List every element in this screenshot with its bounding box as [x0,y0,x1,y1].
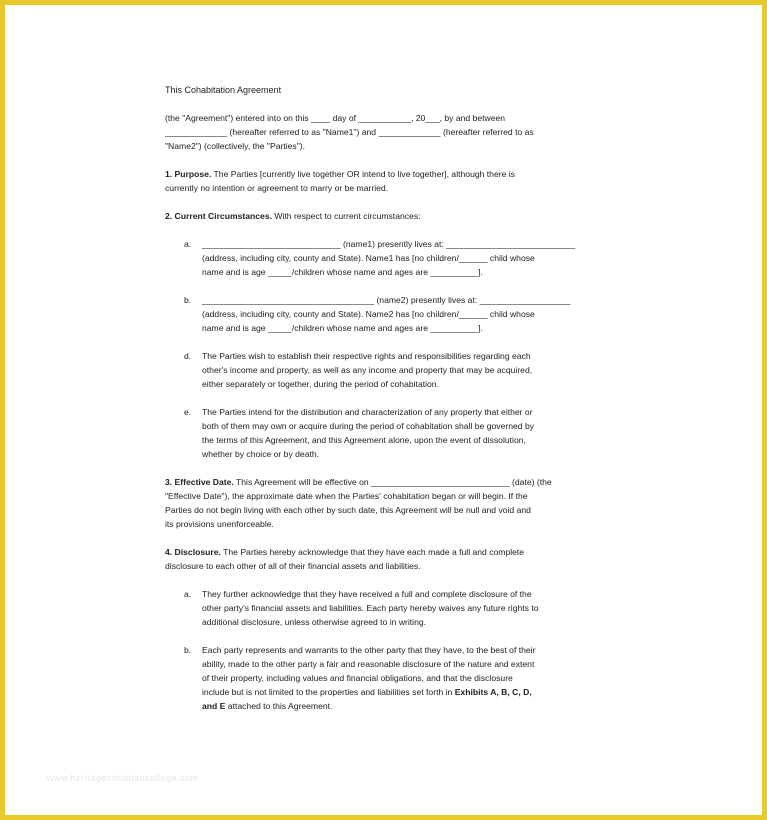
document-page [5,5,762,815]
circumstances-lead: With respect to current circumstances: [271,211,421,221]
item-line: attached to this Agreement. [225,701,333,711]
circumstance-item-d [165,349,617,391]
item-marker: b. [184,295,192,305]
disclosure-line: disclosure to each other of all of their financial assets and liabilities. [165,561,421,571]
item-line: The Parties intend for the distribution and characterization of any property that either or [202,407,533,417]
purpose-line: currently no intention or agreement to marry or be married. [165,183,389,193]
intro-line: "Name2") (collectively, the "Parties"). [165,141,306,151]
item-marker: a. [184,589,192,599]
item-line: either separately or together, during the period of cohabitation. [202,379,439,389]
item-marker: b. [184,645,192,655]
circumstance-item-a [165,237,617,279]
item-line: ____________________________________ (name2) presently lives at: ___________________ [202,295,571,305]
effective-line: This Agreement will be effective on _____________________________ (date) (the [233,477,552,487]
item-line: name and is age _____/children whose name and ages are __________]. [202,323,483,333]
item-line: Each party represents and warrants to the other party that they have, to the best of their [202,645,536,655]
item-line: ability, made to the other party a fair and reasonable disclosure of the nature and extent [202,659,535,669]
document-title: This Cohabitation Agreement [165,85,282,95]
item-line: of their property, including values and financial obligations, and that the disclosure [202,673,513,683]
intro-line: _____________ (hereafter referred to as "Name1") and _____________ (hereafter referred to as [165,127,534,137]
effective-date-section [165,475,617,531]
exhibits-reference-end: and E [202,701,226,711]
item-line: both of them may own or acquire during the period of cohabitation shall be governed by [202,421,535,431]
effective-line: "Effective Date"), the approximate date when the Parties' cohabitation began or will begin. If the [165,491,528,501]
item-line: (address, including city, county and State). Name1 has [no children/______ child whose [202,253,535,263]
item-line: name and is age _____/children whose name and ages are __________]. [202,267,483,277]
disclosure-item-b [165,643,617,713]
agreement-body [165,83,617,713]
circumstances-section [165,209,617,223]
effective-line: its provisions unenforceable. [165,519,274,529]
item-line: They further acknowledge that they have received a full and complete disclosure of the [202,589,532,599]
purpose-line: The Parties [currently live together OR intend to live together], although there is [211,169,515,179]
item-line: additional disclosure, unless otherwise agreed to in writing. [202,617,427,627]
item-line: whether by choice or by death. [202,449,320,459]
disclosure-heading: 4. Disclosure. [165,547,221,557]
item-line: The Parties wish to establish their respective rights and responsibilities regarding each [202,351,531,361]
item-line: (address, including city, county and State). Name2 has [no children/______ child whose [202,309,535,319]
circumstances-heading: 2. Current Circumstances. [165,211,272,221]
watermark: www.heritagechristiancollege.com [47,773,199,783]
item-line: other party's financial assets and liabilities. Each party hereby waives any future rights to [202,603,539,613]
disclosure-section [165,545,617,573]
item-line: include but is not limited to the properties and liabilities set forth in [202,687,453,697]
item-marker: a. [184,239,192,249]
item-line: _____________________________ (name1) presently lives at: ___________________________ [202,239,576,249]
item-marker: e. [184,407,192,417]
effective-heading: 3. Effective Date. [165,477,234,487]
item-line: other's income and property, as well as any income and property that may be acquired, [202,365,533,375]
exhibits-reference: Exhibits A, B, C, D, [452,687,532,697]
circumstance-item-b [165,293,617,335]
intro-paragraph [165,111,617,153]
purpose-section [165,167,617,195]
item-line: the terms of this Agreement, and this Agreement alone, upon the event of dissolution, [202,435,526,445]
intro-line: (the "Agreement") entered into on this ____ day of ___________, 20___, by and between [165,113,506,123]
disclosure-line: The Parties hereby acknowledge that they have each made a full and complete [220,547,525,557]
item-marker: d. [184,351,192,361]
purpose-heading: 1. Purpose. [165,169,212,179]
circumstance-item-e [165,405,617,461]
effective-line: Parties do not begin living with each other by such date, this Agreement will be null and void and [165,505,531,515]
disclosure-item-a [165,587,617,629]
